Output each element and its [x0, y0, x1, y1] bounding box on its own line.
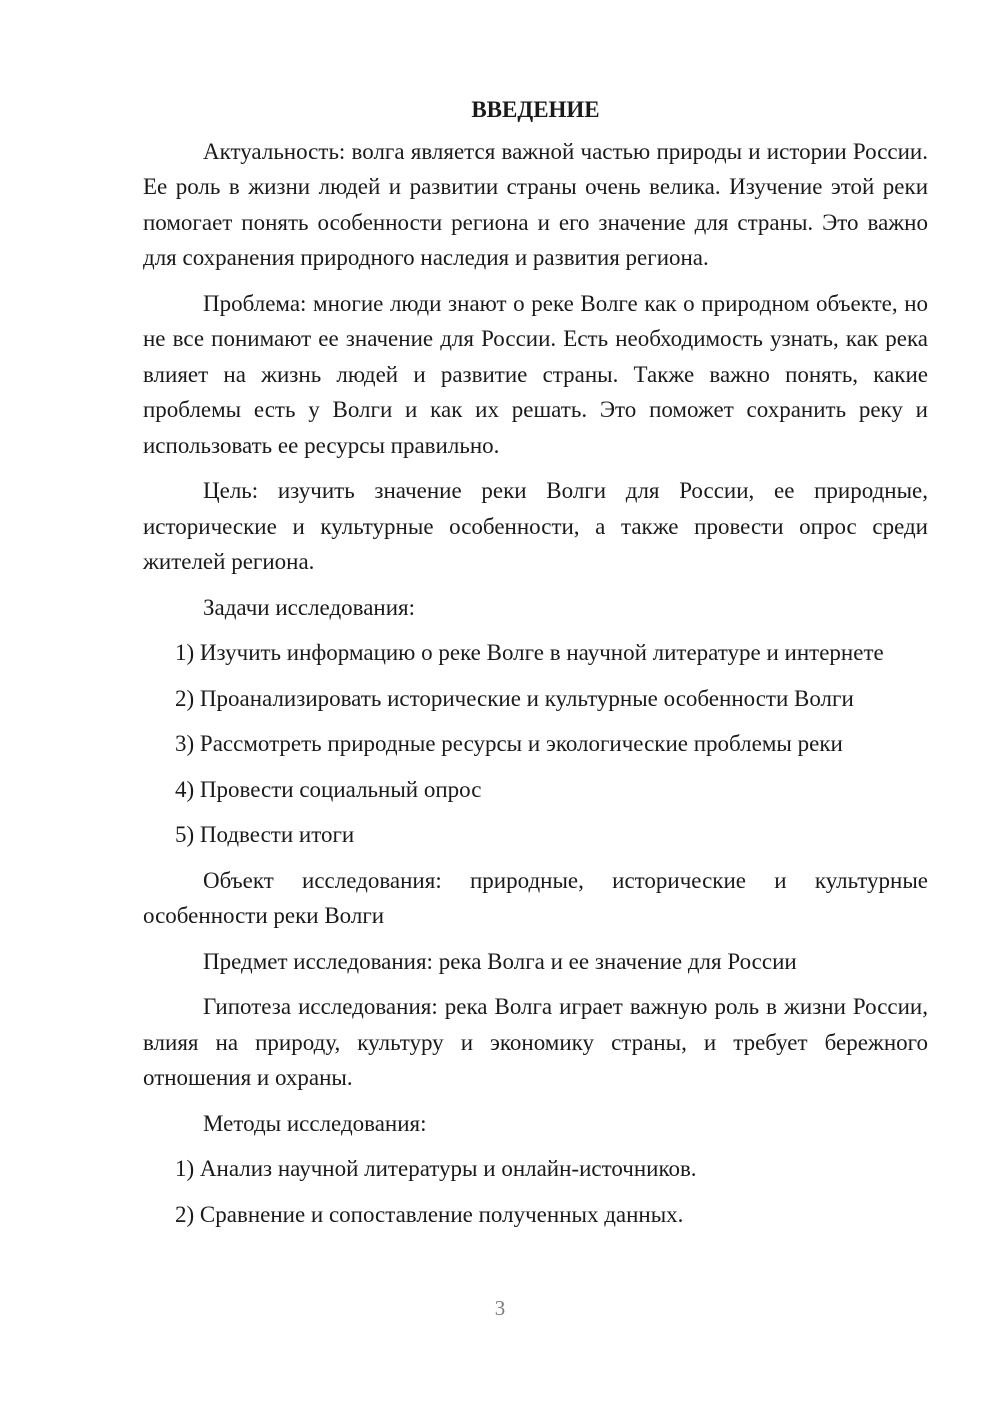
goal-paragraph: Цель: изучить значение реки Волги для России, ее природные, исторические и культурные особенности, а также провести опрос среди жителей региона. [143, 478, 928, 574]
subject-paragraph: Предмет исследования: река Волга и ее значение для России [203, 948, 797, 974]
task-item-4: 4) Провести социальный опрос [175, 776, 482, 802]
document-page [143, 92, 928, 1242]
object-paragraph: Объект исследования: природные, исторические и культурные особенности реки Волги [143, 867, 928, 928]
relevance-paragraph: Актуальность: волга является важной частью природы и истории России. Ее роль в жизни людей и развитии страны очень велика. Изучение этой реки помогает понять особенности региона и его значение для страны. Это важно для сохранения природного наследия и развития региона. [143, 138, 928, 270]
methods-heading: Методы исследования: [203, 1110, 427, 1136]
tasks-heading: Задачи исследования: [203, 594, 416, 620]
task-item-2: 2) Проанализировать исторические и культурные особенности Волги [175, 685, 854, 711]
task-item-5: 5) Подвести итоги [175, 822, 355, 847]
task-item-3: 3) Рассмотреть природные ресурсы и экологические проблемы реки [175, 731, 843, 756]
section-title: ВВЕДЕНИЕ [471, 97, 600, 122]
problem-paragraph: Проблема: многие люди знают о реке Волге как о природном объекте, но не все понимают ее значение для России. Есть необходимость узнать, как река влияет на жизнь людей и развитие страны. Также важно понять, какие проблемы есть у Волги и как их решать. Это поможет сохранить реку и использовать ее ресурсы правильно. [143, 290, 928, 458]
method-item-2: 2) Сравнение и сопоставление полученных данных. [175, 1201, 684, 1227]
hypothesis-paragraph: Гипотеза исследования: река Волга играет важную роль в жизни России, влияя на природу, культуру и экономику страны, и требует бережного отношения и охраны. [143, 994, 928, 1090]
task-item-1: 1) Изучить информацию о реке Волге в научной литературе и интернете [175, 640, 884, 665]
page-number: 3 [494, 1296, 506, 1320]
method-item-1: 1) Анализ научной литературы и онлайн-источников. [175, 1156, 697, 1181]
